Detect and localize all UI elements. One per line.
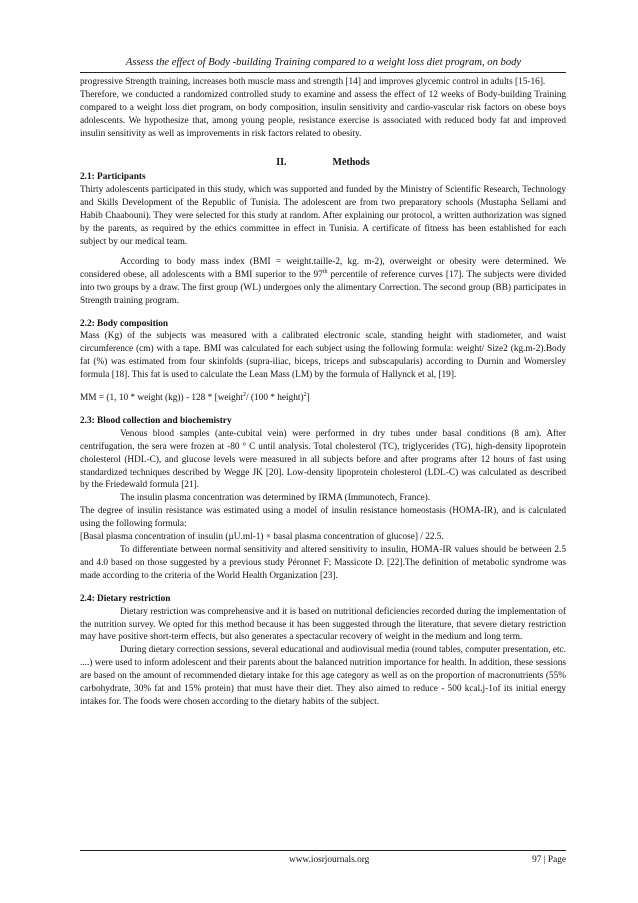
diet-paragraph-1: Dietary restriction was comprehensive and it is based on nutritional deficiencies recorded during the implementation of the nutrition survey. We opted for this method because it has been suggested through the literature, that severe dietary restriction may have positive short-term effects, but also generates a spectacular recovery of weight in the medium and long term.	[80, 606, 566, 643]
lean-mass-formula	[80, 392, 566, 405]
footer-url: www.iosrjournals.org	[289, 855, 370, 865]
participants-text-a: According to body mass index (BMI = weight.taille-2, kg. m-2), overweight or obesity were determined. We considered obese, all adolescents with a BMI superior to the 97	[80, 256, 566, 280]
intro-paragraph-2: Therefore, we conducted a randomized controlled study to examine and assess the effect of 12 weeks of Body-building Training compared to a weight loss diet program, on body composition, insulin sensitivity and cardio-vascular risk factors on obese boys adolescents. We hypothesize that, among young people, resistance exercise is associated with reduced body fat and improved insulin sensitivity as well as improvements in risk factors related to obesity.	[80, 89, 566, 139]
formula-sup-2: 2	[303, 391, 307, 398]
page-content	[80, 76, 566, 709]
participants-heading: 2.1: Participants	[80, 172, 146, 183]
formula-sup-1: 2	[243, 391, 247, 398]
blood-paragraph-3: The degree of insulin resistance was estimated using a model of insulin resistance homeostasis (HOMA-IR), and is calculated using the following formula:	[80, 506, 566, 530]
blood-paragraph-5: To differentiate between normal sensitivity and altered sensitivity to insulin, HOMA-IR values should be between 2.5 and 4.0 based on those suggested by a previous study Péronnet F; Massicote D. [22].The definition of metabolic syndrome was made according to the criteria of the World Health Organization [23].	[80, 545, 566, 581]
header-rule	[80, 72, 566, 73]
diet-heading: 2.4: Dietary restriction	[80, 593, 171, 604]
footer-page-number: 97 | Page	[532, 855, 566, 865]
formula-part-b: / (100 * height)	[246, 393, 304, 404]
running-header: Assess the effect of Body -building Training compared to a weight loss diet program, on body	[125, 57, 522, 68]
formula-part-c: ]	[306, 393, 310, 404]
formula-part-a: MM = (1, 10 * weight (kg)) - 128 * [weight	[80, 393, 244, 404]
body-composition-paragraph: Mass (Kg) of the subjects was measured with a calibrated electronic scale, standing height with stadiometer, and waist circumference (cm) with a tape. BMI was calculated for each subject using the following formula: weight/ Size2 (kg.m-2).Body fat (%) was estimated from four skinfolds (supra-iliac, biceps, triceps and subscapularis) according to Durnin and Womersley formula [18]. This fat is used to calculate the Lean Mass (LM) by the formula of Hallynck et al, [19].	[80, 331, 566, 381]
diet-paragraph-2: During dietary correction sessions, several educational and audiovisual media (round tables, computer presentation, etc. ....) were used to inform adolescent and their parents about the balanced nutrition importance for health. In addition, these sessions are based on the amount of recommended dietary intake for this age category as well as on the proportion of macronutrients (55% carbohydrate, 30% fat and 15% protein) that must have their diet. They also aimed to reduce - 500 kcal.j-1of its initial energy intakes for. The foods were chosen according to the dietary habits of the subject.	[80, 645, 566, 707]
intro-paragraph-1: progressive Strength training, increases both muscle mass and strength [14] and improves glycemic control in adults [15-16].	[80, 77, 546, 87]
participants-text-b: percentile of reference curves [17]. The subjects were divided into two groups by a draw. The first group (WL) undergoes only the alimentary Correction. The second group (BB) participates in Strength training program.	[80, 269, 567, 306]
blood-heading: 2.3: Blood collection and biochemistry	[80, 415, 232, 426]
section-title: Methods	[332, 156, 370, 168]
section-number: II.	[276, 156, 287, 168]
participants-paragraph-2	[80, 256, 566, 308]
homa-formula: [Basal plasma concentration of insulin (µU.ml-1) × basal plasma concentration of glucose] / 22.5.	[80, 532, 444, 543]
percentile-superscript: th	[322, 268, 328, 275]
section-heading	[80, 157, 566, 170]
blood-paragraph-2: The insulin plasma concentration was determined by IRMA (Immunotech, France).	[120, 493, 431, 504]
body-composition-heading: 2.2: Body composition	[80, 318, 169, 329]
blood-paragraph-1: Venous blood samples (ante-cubital vein) were performed in dry tubes under basal conditions (8 am). After centrifugation, the sera were frozen at -80 ° C until analysis. Total cholesterol (TC), triglycerides (TG), high-density lipoprotein cholesterol (HDL-C), and glucose levels were measured in all subjects before and after programs after 12 hours of fast using standardized techniques described by Wegge JK [20]. Low-density lipoprotein cholesterol (LDL-C) was calculated as described by the Friedewald formula [21].	[80, 428, 566, 491]
footer-rule	[80, 850, 566, 851]
participants-paragraph-1: Thirty adolescents participated in this study, which was supported and funded by the Ministry of Scientific Research, Technology and Skills Development of the Republic of Tunisia. The adolescent are from two preparatory schools (Mustapha Sellami and Habib Chaabouni). They were selected for this study at random. After explaining our protocol, a written authorization was signed by the parents, as required by the ethics committee in effect in Tunisia. A certificate of fitness has been established for each subject by our medical team.	[80, 185, 566, 247]
